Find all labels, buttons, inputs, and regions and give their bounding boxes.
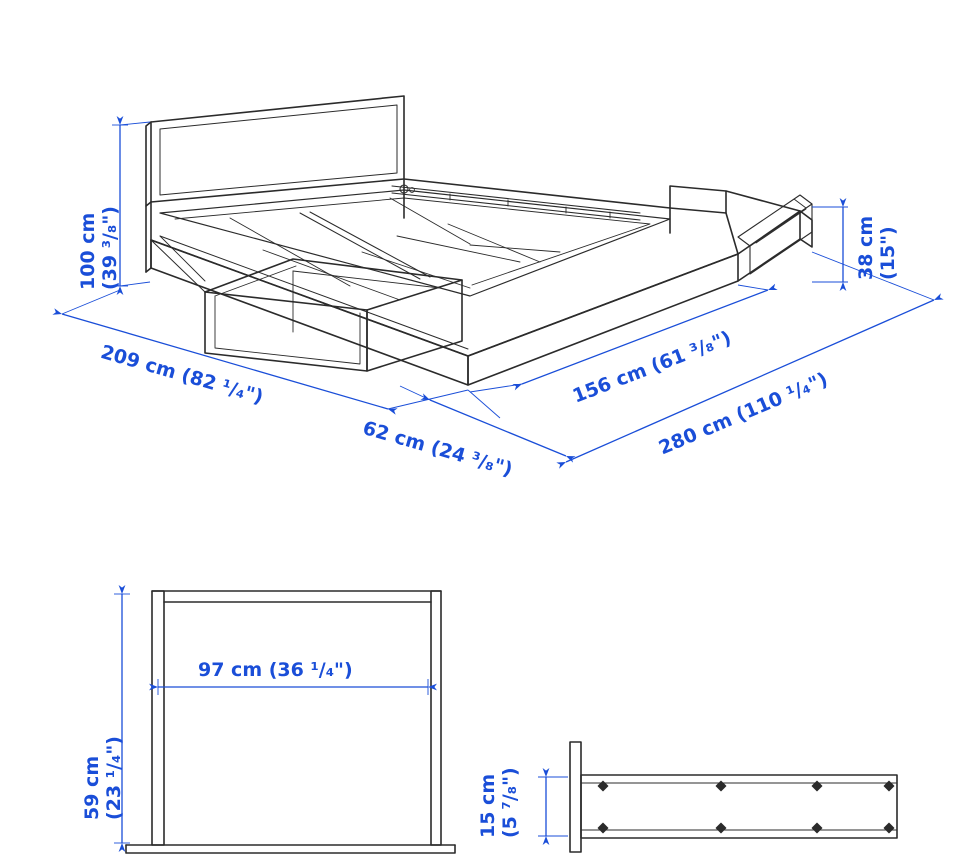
dimension-value-width-overall: 209 cm (82 ¹/₄") (98, 341, 266, 409)
dimension-value-height-side-line1: 38 cm (855, 215, 877, 280)
dimension-value-drawer-height-line1: 59 cm (81, 755, 103, 820)
dimension-value-drawer-width: 97 cm (36 ¹/₄") (198, 659, 353, 681)
perspective-dimension-lines (62, 122, 934, 462)
dimension-label-drawer-width (198, 660, 353, 682)
dimension-value-drawer-height-line2: (23 ¹/₄") (102, 736, 125, 820)
dimension-value-height-side-line2: (15") (876, 226, 899, 280)
dimension-label-height-overall (78, 206, 122, 290)
dimension-label-drawer-side-height (478, 767, 522, 838)
dimension-value-height-overall-line1: 100 cm (77, 212, 99, 290)
dimension-value-drawer-depth: 62 cm (24 ³/₈") (360, 417, 515, 481)
dimension-value-mattress-width: 156 cm (61 ³/₈") (569, 326, 735, 408)
dimension-value-total-length: 280 cm (110 ¹/₄") (655, 368, 831, 460)
dimension-label-height-side-rail (856, 216, 900, 280)
drawer-front-dimension-lines (114, 594, 428, 843)
drawer-side-dimension-lines (538, 777, 568, 836)
dimension-label-drawer-height (82, 736, 126, 820)
dimension-value-drawer-side-line1: 15 cm (477, 773, 499, 838)
dimension-value-height-overall-line2: (39 ³/₈") (98, 206, 121, 290)
dimension-value-drawer-side-line2: (5 ⁷/₈") (498, 767, 521, 838)
drawer-side-view-geometry (570, 742, 897, 852)
drawer-front-view-geometry (126, 591, 455, 853)
